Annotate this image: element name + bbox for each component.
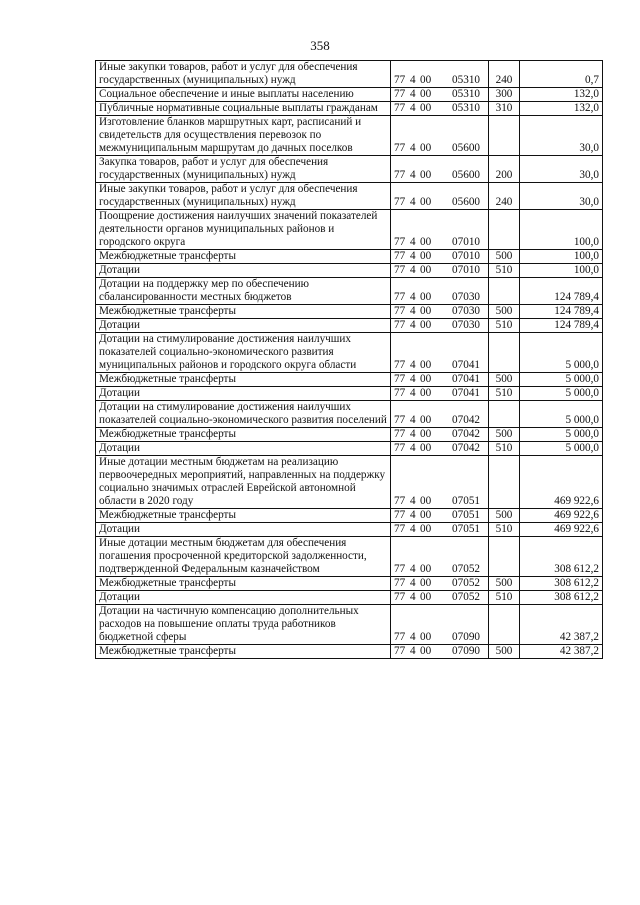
row-expense-type: 240 xyxy=(489,61,520,88)
code-part: 4 xyxy=(410,577,416,589)
code-part: 4 xyxy=(410,563,416,575)
row-expense-type: 510 xyxy=(489,264,520,278)
code-part: 07052 xyxy=(452,577,480,589)
code-part: 07010 xyxy=(452,264,480,276)
row-amount: 469 922,6 xyxy=(520,456,603,509)
row-name: Межбюджетные трансферты xyxy=(96,509,391,523)
code-part: 00 xyxy=(420,414,432,426)
row-expense-type: 510 xyxy=(489,387,520,401)
table-row xyxy=(96,210,603,250)
row-amount: 5 000,0 xyxy=(520,401,603,428)
code-part: 00 xyxy=(420,88,432,100)
table-row xyxy=(96,401,603,428)
row-expense-type: 500 xyxy=(489,250,520,264)
code-part: 4 xyxy=(410,387,416,399)
row-expense-type: 510 xyxy=(489,523,520,537)
row-expense-type xyxy=(489,278,520,305)
code-part: 77 xyxy=(394,196,406,208)
code-part: 77 xyxy=(394,373,406,385)
table-row xyxy=(96,264,603,278)
code-part: 07042 xyxy=(452,414,480,426)
row-name: Социальное обеспечение и иные выплаты населению xyxy=(96,88,391,102)
table-row xyxy=(96,591,603,605)
page-number: 358 xyxy=(310,38,330,53)
code-part: 77 xyxy=(394,631,406,643)
code-part: 00 xyxy=(420,645,432,657)
code-part: 77 xyxy=(394,359,406,371)
code-part: 4 xyxy=(410,196,416,208)
code-part: 77 xyxy=(394,250,406,262)
code-part: 4 xyxy=(410,509,416,521)
code-part: 4 xyxy=(410,291,416,303)
code-part: 4 xyxy=(410,305,416,317)
row-target-code xyxy=(391,319,489,333)
table-row xyxy=(96,387,603,401)
row-name: Дотации на частичную компенсацию дополнительных расходов на повышение оплаты труда работников бюджетной сферы xyxy=(96,605,391,645)
code-part: 77 xyxy=(394,74,406,86)
row-name: Иные дотации местным бюджетам на реализацию первоочередных мероприятий, направленных на поддержку социально значимых отраслей Еврейской автономной области в 2020 году xyxy=(96,456,391,509)
row-amount: 5 000,0 xyxy=(520,333,603,373)
code-part: 77 xyxy=(394,523,406,535)
row-expense-type xyxy=(489,537,520,577)
row-target-code xyxy=(391,305,489,319)
row-target-code xyxy=(391,456,489,509)
row-amount: 42 387,2 xyxy=(520,645,603,659)
row-target-code xyxy=(391,428,489,442)
code-part: 77 xyxy=(394,142,406,154)
row-target-code xyxy=(391,333,489,373)
row-amount: 30,0 xyxy=(520,156,603,183)
code-part: 00 xyxy=(420,387,432,399)
row-expense-type: 200 xyxy=(489,156,520,183)
table-row xyxy=(96,509,603,523)
code-part: 07051 xyxy=(452,523,480,535)
code-part: 07052 xyxy=(452,591,480,603)
code-part: 05600 xyxy=(452,142,480,154)
code-part: 4 xyxy=(410,169,416,181)
code-part: 07042 xyxy=(452,428,480,440)
code-part: 07051 xyxy=(452,495,480,507)
code-part: 07041 xyxy=(452,373,480,385)
row-name: Дотации xyxy=(96,319,391,333)
code-part: 77 xyxy=(394,236,406,248)
code-part: 05310 xyxy=(452,102,480,114)
code-part: 77 xyxy=(394,428,406,440)
row-name: Дотации xyxy=(96,442,391,456)
code-part: 00 xyxy=(420,250,432,262)
row-target-code xyxy=(391,387,489,401)
code-part: 00 xyxy=(420,74,432,86)
row-name: Межбюджетные трансферты xyxy=(96,373,391,387)
row-amount: 124 789,4 xyxy=(520,319,603,333)
code-part: 77 xyxy=(394,645,406,657)
row-amount: 132,0 xyxy=(520,88,603,102)
row-target-code xyxy=(391,102,489,116)
row-expense-type xyxy=(489,210,520,250)
row-amount: 5 000,0 xyxy=(520,428,603,442)
code-part: 07010 xyxy=(452,236,480,248)
code-part: 4 xyxy=(410,495,416,507)
code-part: 00 xyxy=(420,169,432,181)
row-amount: 308 612,2 xyxy=(520,591,603,605)
row-amount: 5 000,0 xyxy=(520,387,603,401)
row-target-code xyxy=(391,401,489,428)
code-part: 07051 xyxy=(452,509,480,521)
code-part: 00 xyxy=(420,102,432,114)
code-part: 05310 xyxy=(452,88,480,100)
code-part: 00 xyxy=(420,291,432,303)
code-part: 4 xyxy=(410,523,416,535)
row-expense-type: 510 xyxy=(489,442,520,456)
table-row xyxy=(96,319,603,333)
table-row xyxy=(96,428,603,442)
row-amount: 0,7 xyxy=(520,61,603,88)
row-target-code xyxy=(391,605,489,645)
code-part: 00 xyxy=(420,509,432,521)
row-target-code xyxy=(391,509,489,523)
row-amount: 42 387,2 xyxy=(520,605,603,645)
table-row xyxy=(96,61,603,88)
code-part: 4 xyxy=(410,591,416,603)
code-part: 07090 xyxy=(452,631,480,643)
row-name: Иные закупки товаров, работ и услуг для обеспечения государственных (муниципальных) нужд xyxy=(96,183,391,210)
code-part: 00 xyxy=(420,577,432,589)
row-expense-type: 500 xyxy=(489,577,520,591)
row-amount: 132,0 xyxy=(520,102,603,116)
code-part: 77 xyxy=(394,264,406,276)
row-amount: 30,0 xyxy=(520,116,603,156)
code-part: 77 xyxy=(394,88,406,100)
code-part: 00 xyxy=(420,196,432,208)
table-row xyxy=(96,156,603,183)
code-part: 00 xyxy=(420,305,432,317)
row-expense-type: 500 xyxy=(489,373,520,387)
row-name: Дотации на стимулирование достижения наилучших показателей социально-экономического развития поселений xyxy=(96,401,391,428)
row-expense-type xyxy=(489,456,520,509)
row-amount: 124 789,4 xyxy=(520,278,603,305)
row-target-code xyxy=(391,250,489,264)
row-name: Изготовление бланков маршрутных карт, расписаний и свидетельств для осуществления перевозок по межмуниципальным маршрутам до дачных поселков xyxy=(96,116,391,156)
row-name: Дотации xyxy=(96,387,391,401)
code-part: 07030 xyxy=(452,291,480,303)
row-amount: 100,0 xyxy=(520,210,603,250)
code-part: 00 xyxy=(420,563,432,575)
code-part: 00 xyxy=(420,319,432,331)
row-amount: 100,0 xyxy=(520,264,603,278)
code-part: 77 xyxy=(394,319,406,331)
row-target-code xyxy=(391,264,489,278)
row-name: Дотации xyxy=(96,523,391,537)
row-expense-type xyxy=(489,333,520,373)
row-expense-type: 510 xyxy=(489,591,520,605)
row-name: Закупка товаров, работ и услуг для обеспечения государственных (муниципальных) нужд xyxy=(96,156,391,183)
row-name: Поощрение достижения наилучших значений показателей деятельности органов муниципальных районов и городского округа xyxy=(96,210,391,250)
table-row xyxy=(96,88,603,102)
table-row xyxy=(96,523,603,537)
table-row xyxy=(96,373,603,387)
row-name: Межбюджетные трансферты xyxy=(96,305,391,319)
code-part: 4 xyxy=(410,88,416,100)
code-part: 77 xyxy=(394,509,406,521)
code-part: 77 xyxy=(394,305,406,317)
code-part: 4 xyxy=(410,442,416,454)
row-target-code xyxy=(391,577,489,591)
code-part: 4 xyxy=(410,373,416,385)
code-part: 77 xyxy=(394,442,406,454)
row-target-code xyxy=(391,183,489,210)
code-part: 77 xyxy=(394,414,406,426)
row-expense-type: 500 xyxy=(489,509,520,523)
row-amount: 469 922,6 xyxy=(520,509,603,523)
table-row xyxy=(96,305,603,319)
row-expense-type xyxy=(489,401,520,428)
row-target-code xyxy=(391,156,489,183)
table-row xyxy=(96,250,603,264)
row-expense-type: 500 xyxy=(489,645,520,659)
code-part: 00 xyxy=(420,428,432,440)
code-part: 77 xyxy=(394,563,406,575)
code-part: 77 xyxy=(394,102,406,114)
code-part: 4 xyxy=(410,631,416,643)
row-expense-type: 500 xyxy=(489,428,520,442)
row-target-code xyxy=(391,442,489,456)
row-expense-type: 300 xyxy=(489,88,520,102)
row-name: Дотации xyxy=(96,591,391,605)
code-part: 4 xyxy=(410,250,416,262)
code-part: 07030 xyxy=(452,319,480,331)
code-part: 77 xyxy=(394,591,406,603)
code-part: 00 xyxy=(420,264,432,276)
table-row xyxy=(96,577,603,591)
row-target-code xyxy=(391,591,489,605)
table-row xyxy=(96,102,603,116)
row-target-code xyxy=(391,88,489,102)
code-part: 07042 xyxy=(452,442,480,454)
code-part: 00 xyxy=(420,591,432,603)
code-part: 77 xyxy=(394,495,406,507)
row-amount: 30,0 xyxy=(520,183,603,210)
code-part: 05600 xyxy=(452,169,480,181)
code-part: 4 xyxy=(410,264,416,276)
row-amount: 308 612,2 xyxy=(520,537,603,577)
row-expense-type: 310 xyxy=(489,102,520,116)
row-name: Межбюджетные трансферты xyxy=(96,250,391,264)
row-target-code xyxy=(391,645,489,659)
table-row xyxy=(96,645,603,659)
table-body xyxy=(96,61,603,659)
row-expense-type: 510 xyxy=(489,319,520,333)
row-name: Дотации на поддержку мер по обеспечению сбалансированности местных бюджетов xyxy=(96,278,391,305)
row-name: Публичные нормативные социальные выплаты гражданам xyxy=(96,102,391,116)
row-name: Дотации xyxy=(96,264,391,278)
table-row xyxy=(96,278,603,305)
row-name: Межбюджетные трансферты xyxy=(96,428,391,442)
code-part: 07052 xyxy=(452,563,480,575)
code-part: 4 xyxy=(410,319,416,331)
row-target-code xyxy=(391,116,489,156)
code-part: 77 xyxy=(394,169,406,181)
row-name: Иные дотации местным бюджетам для обеспечения погашения просроченной кредиторской задолженности, подтвержденной Федеральным казначейством xyxy=(96,537,391,577)
row-name: Иные закупки товаров, работ и услуг для обеспечения государственных (муниципальных) нужд xyxy=(96,61,391,88)
table-row xyxy=(96,183,603,210)
row-expense-type xyxy=(489,116,520,156)
row-amount: 5 000,0 xyxy=(520,373,603,387)
row-amount: 124 789,4 xyxy=(520,305,603,319)
code-part: 05600 xyxy=(452,196,480,208)
code-part: 4 xyxy=(410,142,416,154)
table-row xyxy=(96,456,603,509)
code-part: 00 xyxy=(420,442,432,454)
code-part: 77 xyxy=(394,387,406,399)
code-part: 77 xyxy=(394,291,406,303)
row-target-code xyxy=(391,210,489,250)
row-target-code xyxy=(391,61,489,88)
row-name: Дотации на стимулирование достижения наилучших показателей социально-экономического развития муниципальных районов и городского округа области xyxy=(96,333,391,373)
row-name: Межбюджетные трансферты xyxy=(96,645,391,659)
code-part: 4 xyxy=(410,414,416,426)
row-target-code xyxy=(391,373,489,387)
row-target-code xyxy=(391,523,489,537)
table-row xyxy=(96,116,603,156)
row-target-code xyxy=(391,278,489,305)
budget-table xyxy=(95,60,603,659)
code-part: 07030 xyxy=(452,305,480,317)
code-part: 4 xyxy=(410,102,416,114)
code-part: 4 xyxy=(410,236,416,248)
row-expense-type xyxy=(489,605,520,645)
table-row xyxy=(96,537,603,577)
row-name: Межбюджетные трансферты xyxy=(96,577,391,591)
code-part: 00 xyxy=(420,373,432,385)
code-part: 4 xyxy=(410,428,416,440)
code-part: 4 xyxy=(410,645,416,657)
code-part: 07041 xyxy=(452,387,480,399)
row-expense-type: 500 xyxy=(489,305,520,319)
code-part: 00 xyxy=(420,523,432,535)
table-row xyxy=(96,442,603,456)
row-expense-type: 240 xyxy=(489,183,520,210)
row-amount: 5 000,0 xyxy=(520,442,603,456)
row-amount: 469 922,6 xyxy=(520,523,603,537)
code-part: 00 xyxy=(420,495,432,507)
code-part: 00 xyxy=(420,631,432,643)
code-part: 77 xyxy=(394,577,406,589)
code-part: 07010 xyxy=(452,250,480,262)
code-part: 07090 xyxy=(452,645,480,657)
code-part: 00 xyxy=(420,142,432,154)
code-part: 00 xyxy=(420,359,432,371)
code-part: 4 xyxy=(410,359,416,371)
code-part: 4 xyxy=(410,74,416,86)
code-part: 00 xyxy=(420,236,432,248)
row-amount: 100,0 xyxy=(520,250,603,264)
table-row xyxy=(96,605,603,645)
row-amount: 308 612,2 xyxy=(520,577,603,591)
code-part: 05310 xyxy=(452,74,480,86)
row-target-code xyxy=(391,537,489,577)
code-part: 07041 xyxy=(452,359,480,371)
table-row xyxy=(96,333,603,373)
